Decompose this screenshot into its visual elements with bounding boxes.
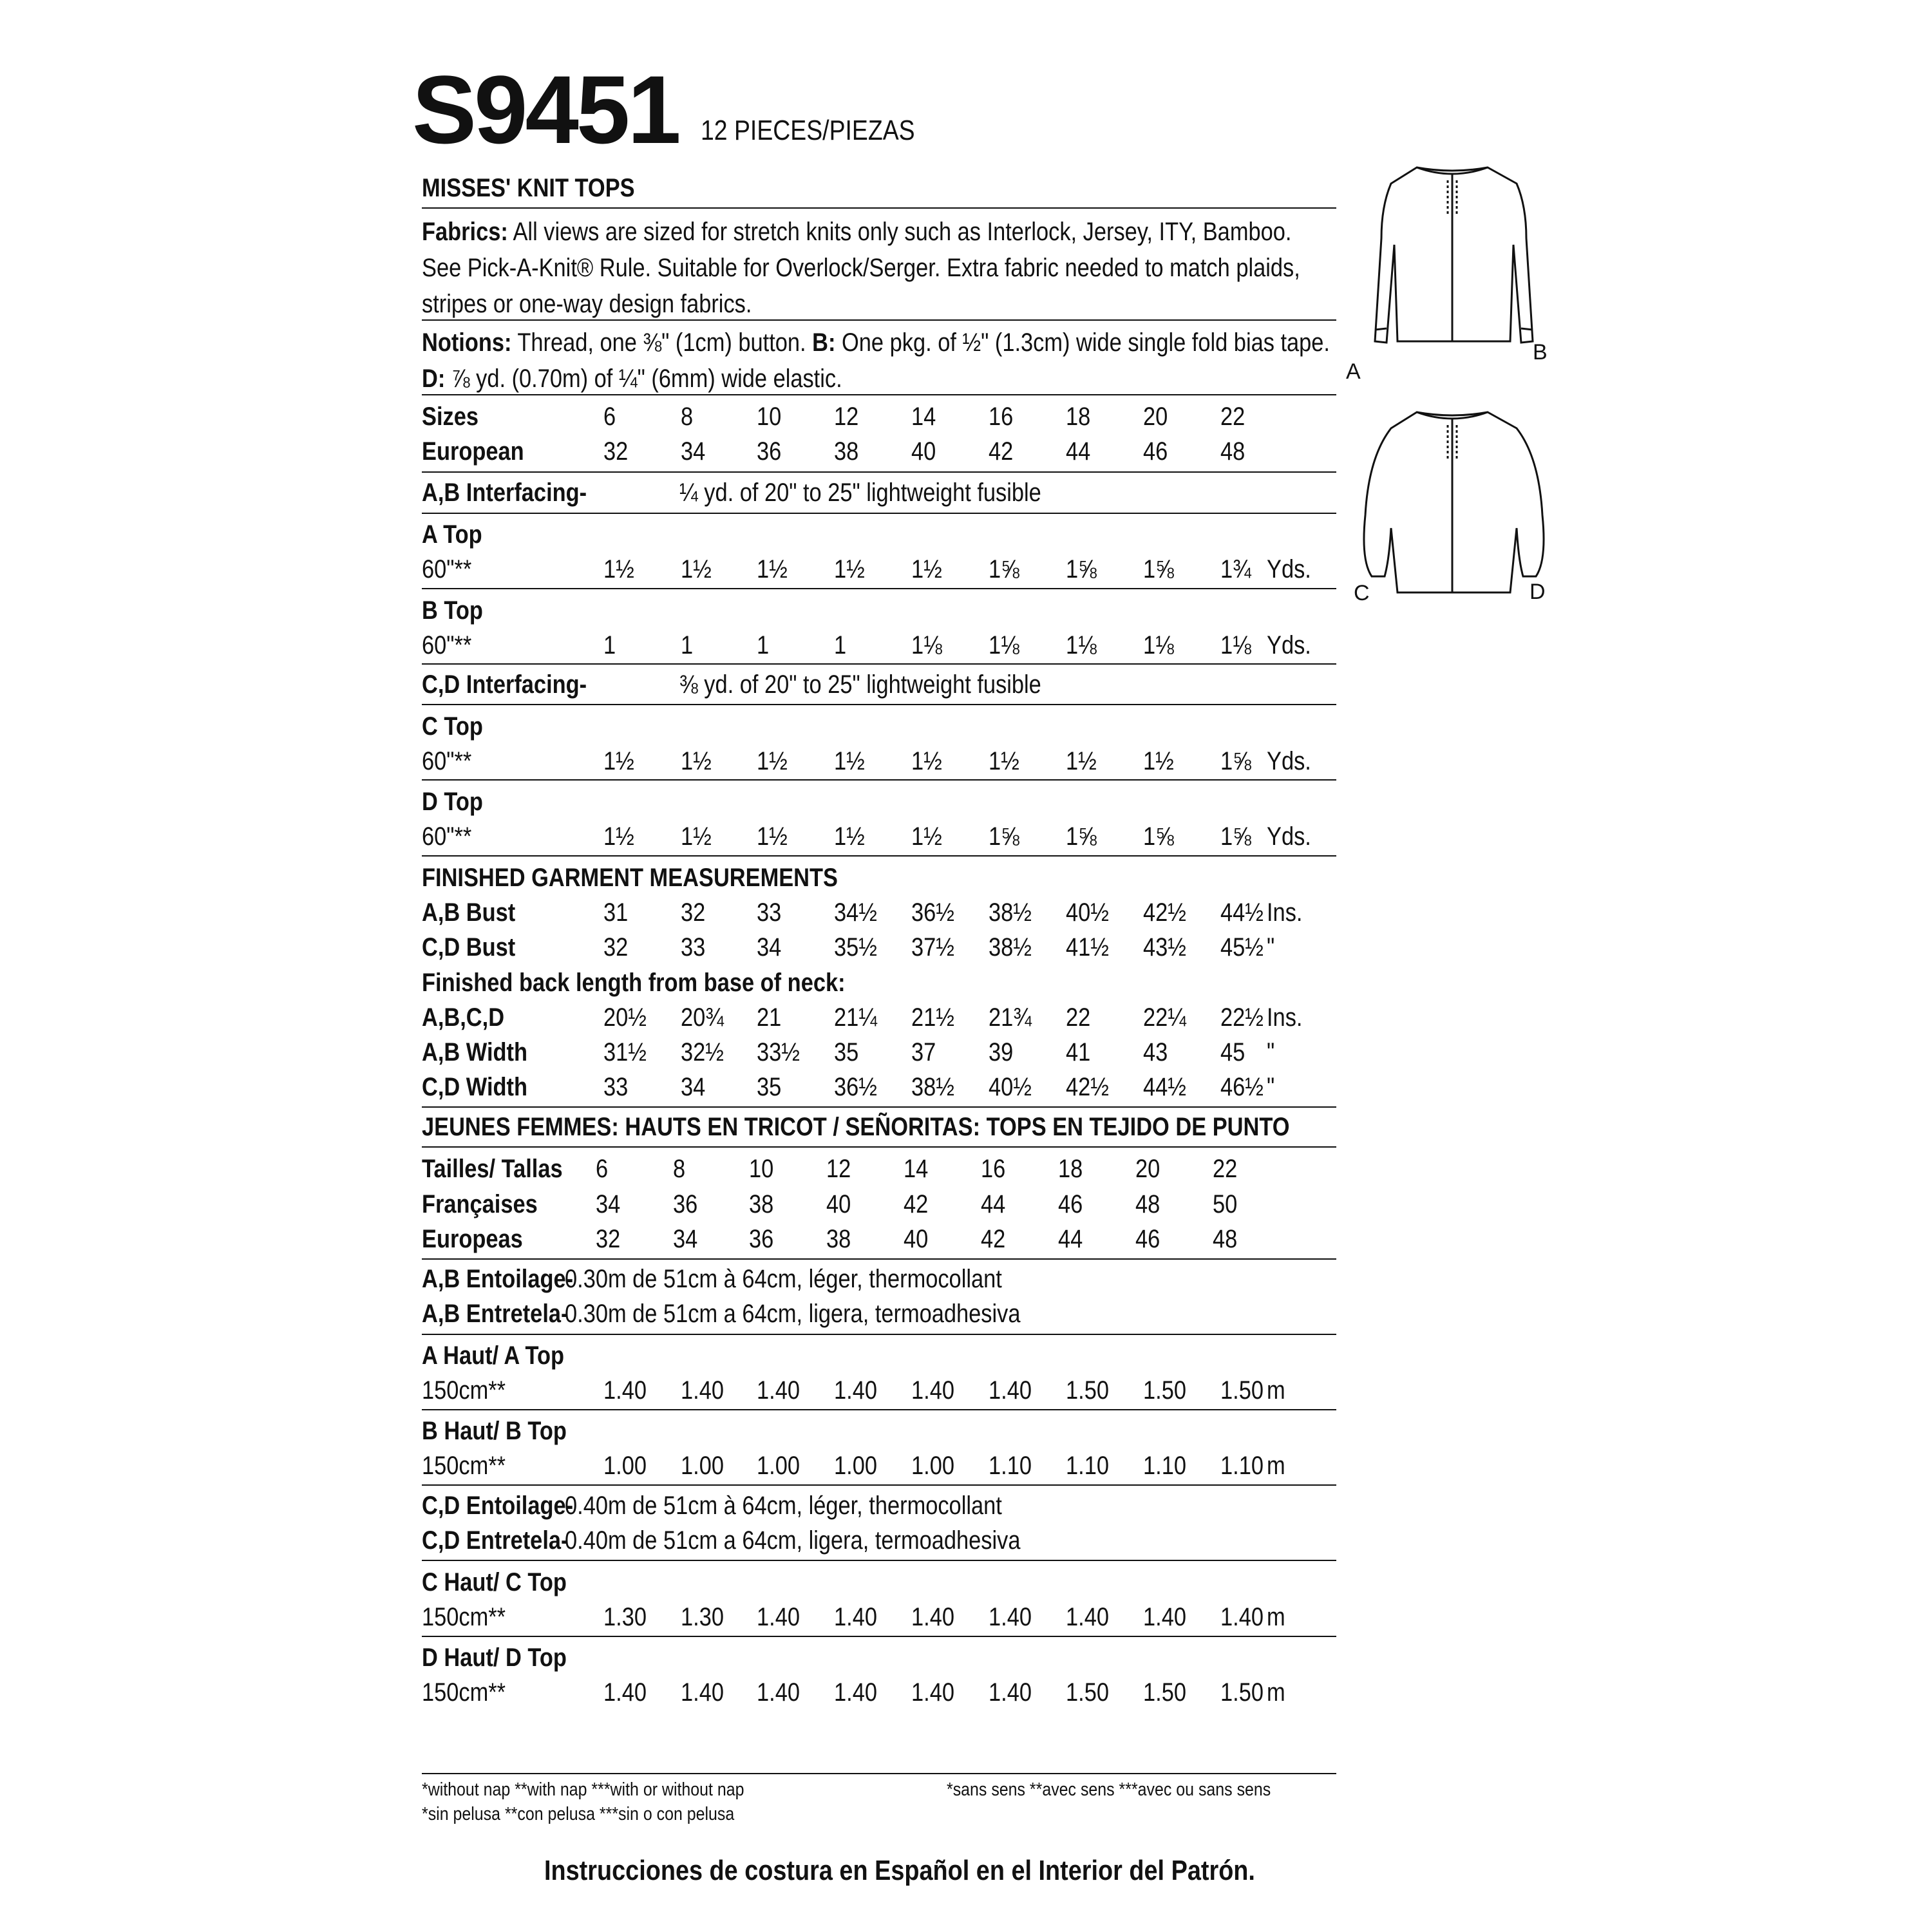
ab-bust-value: 36½ xyxy=(911,898,954,927)
taille-value: 10 xyxy=(749,1155,774,1183)
taille-value: 6 xyxy=(596,1155,609,1183)
a-haut-width: 150cm** xyxy=(422,1376,506,1405)
a-top-width: 60"** xyxy=(422,555,472,583)
d-haut-value: 1.40 xyxy=(834,1678,877,1707)
cd-bust-unit: " xyxy=(1267,933,1275,961)
b-top-value: 1 xyxy=(834,631,847,659)
b-haut-value: 1.10 xyxy=(1143,1452,1186,1480)
abcd-length-value: 22 xyxy=(1066,1003,1091,1032)
d-haut-value: 1.40 xyxy=(989,1678,1032,1707)
b-haut-unit: m xyxy=(1267,1452,1285,1480)
a-top-value: 1½ xyxy=(603,555,634,583)
tailles-label: Tailles/ Tallas xyxy=(422,1155,563,1183)
notions-b-label: B: xyxy=(812,328,836,357)
size-value: 8 xyxy=(681,402,694,431)
figure-label-d: D xyxy=(1530,580,1546,604)
cd-bust-value: 38½ xyxy=(989,933,1032,961)
a-haut-value: 1.40 xyxy=(834,1376,877,1405)
cd-width-unit: " xyxy=(1267,1073,1275,1101)
rule-line xyxy=(422,704,1336,705)
cd-width-value: 34 xyxy=(681,1073,706,1101)
taille-value: 22 xyxy=(1213,1155,1238,1183)
europea-value: 48 xyxy=(1213,1225,1238,1253)
ab-bust-value: 31 xyxy=(603,898,629,927)
sizes-label: Sizes xyxy=(422,402,478,431)
d-haut-width: 150cm** xyxy=(422,1678,506,1707)
a-haut-value: 1.40 xyxy=(757,1376,800,1405)
c-haut-value: 1.40 xyxy=(1220,1603,1264,1631)
c-haut-value: 1.40 xyxy=(1143,1603,1186,1631)
b-top-value: 1 xyxy=(681,631,694,659)
cd-bust-value: 34 xyxy=(757,933,782,961)
d-haut-value: 1.40 xyxy=(681,1678,724,1707)
abcd-length-label: A,B,C,D xyxy=(422,1003,505,1032)
a-top-value: 1⅝ xyxy=(1143,555,1174,583)
ab-entoilage-label: A,B Entoilage- xyxy=(422,1265,574,1293)
d-haut-value: 1.40 xyxy=(603,1678,647,1707)
b-haut-label: B Haut/ B Top xyxy=(422,1417,567,1445)
cd-width-label: C,D Width xyxy=(422,1073,528,1101)
rule-line xyxy=(422,1409,1336,1410)
c-haut-value: 1.40 xyxy=(757,1603,800,1631)
european-size-value: 32 xyxy=(603,437,629,466)
fabrics-text: All views are sized for stretch knits only such as Interlock, Jersey, ITY, Bamboo. See Pick-A-Knit® Rule. Suitable for Overlock/Serger. Extra fabric needed to match plaids, stripes or one-way design fabrics. xyxy=(422,218,1300,318)
size-value: 10 xyxy=(757,402,782,431)
cd-entoilage-label: C,D Entoilage- xyxy=(422,1492,574,1520)
cd-width-value: 40½ xyxy=(989,1073,1032,1101)
ab-width-value: 32½ xyxy=(681,1038,724,1066)
footnote-en: *without nap **with nap ***with or without nap xyxy=(422,1779,744,1800)
taille-value: 18 xyxy=(1058,1155,1083,1183)
metric-title: JEUNES FEMMES: HAUTS EN TRICOT / SEÑORITAS: TOPS EN TEJIDO DE PUNTO xyxy=(422,1113,1290,1141)
rule-line xyxy=(422,779,1336,781)
b-top-value: 1⅛ xyxy=(911,631,942,659)
a-top-unit: Yds. xyxy=(1267,555,1311,583)
ab-width-label: A,B Width xyxy=(422,1038,528,1066)
size-value: 16 xyxy=(989,402,1014,431)
back-length-title: Finished back length from base of neck: xyxy=(422,969,846,997)
taille-value: 12 xyxy=(826,1155,851,1183)
european-size-value: 42 xyxy=(989,437,1014,466)
francaise-value: 50 xyxy=(1213,1190,1238,1218)
notions-text-2: One pkg. of ½" (1.3cm) wide single fold bias tape. xyxy=(842,328,1330,357)
c-haut-value: 1.40 xyxy=(834,1603,877,1631)
c-haut-value: 1.40 xyxy=(989,1603,1032,1631)
c-top-value: 1½ xyxy=(1143,747,1174,775)
cd-entretela-label: C,D Entretela- xyxy=(422,1526,569,1555)
size-value: 18 xyxy=(1066,402,1091,431)
ab-width-value: 39 xyxy=(989,1038,1014,1066)
taille-value: 8 xyxy=(673,1155,686,1183)
b-top-value: 1⅛ xyxy=(989,631,1019,659)
abcd-length-unit: Ins. xyxy=(1267,1003,1303,1032)
b-top-unit: Yds. xyxy=(1267,631,1311,659)
b-top-value: 1 xyxy=(603,631,616,659)
francaise-value: 40 xyxy=(826,1190,851,1218)
european-size-value: 44 xyxy=(1066,437,1091,466)
b-top-label: B Top xyxy=(422,596,483,625)
cd-interfacing-text: ⅜ yd. of 20" to 25" lightweight fusible xyxy=(679,670,1041,699)
ab-bust-unit: Ins. xyxy=(1267,898,1303,927)
cd-bust-value: 35½ xyxy=(834,933,877,961)
a-haut-label: A Haut/ A Top xyxy=(422,1341,565,1370)
size-value: 12 xyxy=(834,402,859,431)
ab-entretela-text: 0.30m de 51cm a 64cm, ligera, termoadhesiva xyxy=(565,1300,1021,1328)
a-haut-value: 1.40 xyxy=(603,1376,647,1405)
ab-width-value: 41 xyxy=(1066,1038,1091,1066)
c-haut-value: 1.30 xyxy=(681,1603,724,1631)
b-haut-value: 1.10 xyxy=(1220,1452,1264,1480)
ab-entoilage-text: 0.30m de 51cm à 64cm, léger, thermocollant xyxy=(565,1265,1002,1293)
figure-label-a: A xyxy=(1346,359,1361,384)
taille-value: 16 xyxy=(981,1155,1006,1183)
fabrics-paragraph xyxy=(422,214,1330,322)
notions-label: Notions: xyxy=(422,328,512,357)
a-top-label: A Top xyxy=(422,520,482,549)
c-haut-value: 1.40 xyxy=(1066,1603,1109,1631)
b-haut-value: 1.10 xyxy=(1066,1452,1109,1480)
b-top-value: 1 xyxy=(757,631,770,659)
b-top-width: 60"** xyxy=(422,631,472,659)
figure-label-b: B xyxy=(1533,340,1548,365)
rule-line xyxy=(422,855,1336,857)
ab-bust-value: 42½ xyxy=(1143,898,1186,927)
francaise-value: 38 xyxy=(749,1190,774,1218)
cd-bust-value: 33 xyxy=(681,933,706,961)
a-top-value: 1⅝ xyxy=(1066,555,1097,583)
top-ab-back-view xyxy=(1346,155,1558,367)
rule-line xyxy=(422,588,1336,589)
d-top-value: 1⅝ xyxy=(1220,822,1251,851)
footnote-es: *sin pelusa **con pelusa ***sin o con pelusa xyxy=(422,1804,735,1824)
cd-width-value: 44½ xyxy=(1143,1073,1186,1101)
taille-value: 14 xyxy=(904,1155,929,1183)
fabrics-label: Fabrics: xyxy=(422,218,508,246)
c-top-value: 1½ xyxy=(834,747,865,775)
d-top-value: 1⅝ xyxy=(989,822,1019,851)
c-top-unit: Yds. xyxy=(1267,747,1311,775)
abcd-length-value: 20½ xyxy=(603,1003,647,1032)
cd-entoilage-text: 0.40m de 51cm à 64cm, léger, thermocollant xyxy=(565,1492,1002,1520)
francaises-label: Françaises xyxy=(422,1190,538,1218)
european-size-value: 40 xyxy=(911,437,936,466)
c-top-value: 1½ xyxy=(757,747,788,775)
ab-width-value: 35 xyxy=(834,1038,859,1066)
abcd-length-value: 21½ xyxy=(911,1003,954,1032)
taille-value: 20 xyxy=(1135,1155,1160,1183)
pattern-number: S9451 xyxy=(412,55,679,164)
c-top-value: 1½ xyxy=(989,747,1019,775)
cd-width-value: 33 xyxy=(603,1073,629,1101)
a-haut-value: 1.40 xyxy=(681,1376,724,1405)
spanish-instructions-note: Instrucciones de costura en Español en el Interior del Patrón. xyxy=(544,1855,1255,1886)
size-value: 6 xyxy=(603,402,616,431)
finished-measurements-title: FINISHED GARMENT MEASUREMENTS xyxy=(422,864,838,892)
d-haut-label: D Haut/ D Top xyxy=(422,1643,567,1672)
c-top-value: 1½ xyxy=(911,747,942,775)
ab-width-value: 45 xyxy=(1220,1038,1245,1066)
a-top-value: 1½ xyxy=(911,555,942,583)
a-haut-value: 1.40 xyxy=(989,1376,1032,1405)
abcd-length-value: 20¾ xyxy=(681,1003,724,1032)
rule-line xyxy=(422,1560,1336,1561)
european-size-value: 46 xyxy=(1143,437,1168,466)
notions-text-3: ⅞ yd. (0.70m) of ¼" (6mm) wide elastic. xyxy=(451,365,842,393)
a-haut-unit: m xyxy=(1267,1376,1285,1405)
c-top-value: 1⅝ xyxy=(1220,747,1251,775)
c-top-value: 1½ xyxy=(681,747,712,775)
rule-line xyxy=(422,471,1336,473)
cd-bust-value: 32 xyxy=(603,933,629,961)
francaise-value: 42 xyxy=(904,1190,929,1218)
francaise-value: 34 xyxy=(596,1190,621,1218)
european-label: European xyxy=(422,437,524,466)
a-haut-value: 1.50 xyxy=(1066,1376,1109,1405)
cd-bust-value: 37½ xyxy=(911,933,954,961)
cd-width-value: 42½ xyxy=(1066,1073,1109,1101)
d-top-value: 1½ xyxy=(757,822,788,851)
d-top-value: 1½ xyxy=(603,822,634,851)
european-size-value: 34 xyxy=(681,437,706,466)
d-top-label: D Top xyxy=(422,788,483,816)
ab-entretela-label: A,B Entretela- xyxy=(422,1300,569,1328)
b-haut-value: 1.00 xyxy=(911,1452,954,1480)
ab-interfacing-label: A,B Interfacing- xyxy=(422,478,587,507)
b-top-value: 1⅛ xyxy=(1066,631,1097,659)
a-top-value: 1⅝ xyxy=(989,555,1019,583)
b-haut-value: 1.00 xyxy=(757,1452,800,1480)
b-haut-width: 150cm** xyxy=(422,1452,506,1480)
europea-value: 44 xyxy=(1058,1225,1083,1253)
c-top-value: 1½ xyxy=(1066,747,1097,775)
francaise-value: 36 xyxy=(673,1190,698,1218)
cd-bust-value: 43½ xyxy=(1143,933,1186,961)
size-value: 20 xyxy=(1143,402,1168,431)
b-haut-value: 1.10 xyxy=(989,1452,1032,1480)
rule-line xyxy=(422,1334,1336,1335)
d-top-value: 1½ xyxy=(834,822,865,851)
b-top-value: 1⅛ xyxy=(1143,631,1174,659)
d-top-unit: Yds. xyxy=(1267,822,1311,851)
c-haut-label: C Haut/ C Top xyxy=(422,1568,567,1596)
european-size-value: 36 xyxy=(757,437,782,466)
pieces-count: 12 PIECES/PIEZAS xyxy=(701,115,915,146)
c-haut-value: 1.40 xyxy=(911,1603,954,1631)
c-haut-value: 1.30 xyxy=(603,1603,647,1631)
francaise-value: 48 xyxy=(1135,1190,1160,1218)
c-haut-unit: m xyxy=(1267,1603,1285,1631)
rule-line xyxy=(422,1484,1336,1486)
figure-label-c: C xyxy=(1354,581,1370,605)
ab-interfacing-text: ¼ yd. of 20" to 25" lightweight fusible xyxy=(679,478,1041,507)
cd-interfacing-label: C,D Interfacing- xyxy=(422,670,587,699)
a-top-value: 1½ xyxy=(681,555,712,583)
d-haut-unit: m xyxy=(1267,1678,1285,1707)
d-haut-value: 1.50 xyxy=(1143,1678,1186,1707)
d-top-value: 1½ xyxy=(681,822,712,851)
cd-entretela-text: 0.40m de 51cm a 64cm, ligera, termoadhesiva xyxy=(565,1526,1021,1555)
european-size-value: 48 xyxy=(1220,437,1245,466)
ab-width-value: 37 xyxy=(911,1038,936,1066)
ab-width-unit: " xyxy=(1267,1038,1275,1066)
cd-bust-value: 41½ xyxy=(1066,933,1109,961)
europea-value: 42 xyxy=(981,1225,1006,1253)
a-haut-value: 1.40 xyxy=(911,1376,954,1405)
cd-width-value: 38½ xyxy=(911,1073,954,1101)
b-top-value: 1⅛ xyxy=(1220,631,1251,659)
ab-width-value: 43 xyxy=(1143,1038,1168,1066)
cd-bust-value: 45½ xyxy=(1220,933,1264,961)
d-top-value: 1⅝ xyxy=(1143,822,1174,851)
d-haut-value: 1.40 xyxy=(757,1678,800,1707)
ab-bust-value: 44½ xyxy=(1220,898,1264,927)
rule-line xyxy=(422,513,1336,514)
garment-illustrations xyxy=(1346,155,1558,618)
abcd-length-value: 21¼ xyxy=(834,1003,877,1032)
abcd-length-value: 22½ xyxy=(1220,1003,1264,1032)
d-top-width: 60"** xyxy=(422,822,472,851)
size-value: 14 xyxy=(911,402,936,431)
european-size-value: 38 xyxy=(834,437,859,466)
ab-bust-value: 34½ xyxy=(834,898,877,927)
cd-bust-label: C,D Bust xyxy=(422,933,516,961)
d-haut-value: 1.50 xyxy=(1220,1678,1264,1707)
c-top-label: C Top xyxy=(422,712,483,741)
ab-width-value: 33½ xyxy=(757,1038,800,1066)
c-haut-width: 150cm** xyxy=(422,1603,506,1631)
b-haut-value: 1.00 xyxy=(834,1452,877,1480)
ab-width-value: 31½ xyxy=(603,1038,647,1066)
size-value: 22 xyxy=(1220,402,1245,431)
europea-value: 32 xyxy=(596,1225,621,1253)
rule-line xyxy=(422,1106,1336,1108)
rule-line xyxy=(422,1258,1336,1260)
top-cd-back-view xyxy=(1346,399,1558,612)
a-haut-value: 1.50 xyxy=(1220,1376,1264,1405)
footnote-fr: *sans sens **avec sens ***avec ou sans sens xyxy=(947,1779,1271,1800)
francaise-value: 46 xyxy=(1058,1190,1083,1218)
d-top-value: 1⅝ xyxy=(1066,822,1097,851)
garment-title: MISSES' KNIT TOPS xyxy=(422,174,635,202)
rule-line xyxy=(422,663,1336,665)
cd-width-value: 46½ xyxy=(1220,1073,1264,1101)
rule-line xyxy=(422,1636,1336,1637)
ab-bust-value: 32 xyxy=(681,898,706,927)
d-haut-value: 1.40 xyxy=(911,1678,954,1707)
europea-value: 36 xyxy=(749,1225,774,1253)
a-top-value: 1¾ xyxy=(1220,555,1251,583)
a-top-value: 1½ xyxy=(757,555,788,583)
francaise-value: 44 xyxy=(981,1190,1006,1218)
a-top-value: 1½ xyxy=(834,555,865,583)
abcd-length-value: 21 xyxy=(757,1003,782,1032)
rule-line xyxy=(422,1146,1336,1148)
europea-value: 34 xyxy=(673,1225,698,1253)
abcd-length-value: 22¼ xyxy=(1143,1003,1186,1032)
ab-bust-value: 38½ xyxy=(989,898,1032,927)
europeas-label: Europeas xyxy=(422,1225,523,1253)
a-haut-value: 1.50 xyxy=(1143,1376,1186,1405)
ab-bust-value: 40½ xyxy=(1066,898,1109,927)
notions-d-label: D: xyxy=(422,365,446,393)
b-haut-value: 1.00 xyxy=(603,1452,647,1480)
notions-text-1: Thread, one ⅜" (1cm) button. xyxy=(517,328,806,357)
europea-value: 38 xyxy=(826,1225,851,1253)
europea-value: 46 xyxy=(1135,1225,1160,1253)
c-top-value: 1½ xyxy=(603,747,634,775)
cd-width-value: 35 xyxy=(757,1073,782,1101)
c-top-width: 60"** xyxy=(422,747,472,775)
notions-paragraph xyxy=(422,325,1330,397)
ab-bust-value: 33 xyxy=(757,898,782,927)
d-top-value: 1½ xyxy=(911,822,942,851)
ab-bust-label: A,B Bust xyxy=(422,898,516,927)
cd-width-value: 36½ xyxy=(834,1073,877,1101)
europea-value: 40 xyxy=(904,1225,929,1253)
d-haut-value: 1.50 xyxy=(1066,1678,1109,1707)
b-haut-value: 1.00 xyxy=(681,1452,724,1480)
abcd-length-value: 21¾ xyxy=(989,1003,1032,1032)
